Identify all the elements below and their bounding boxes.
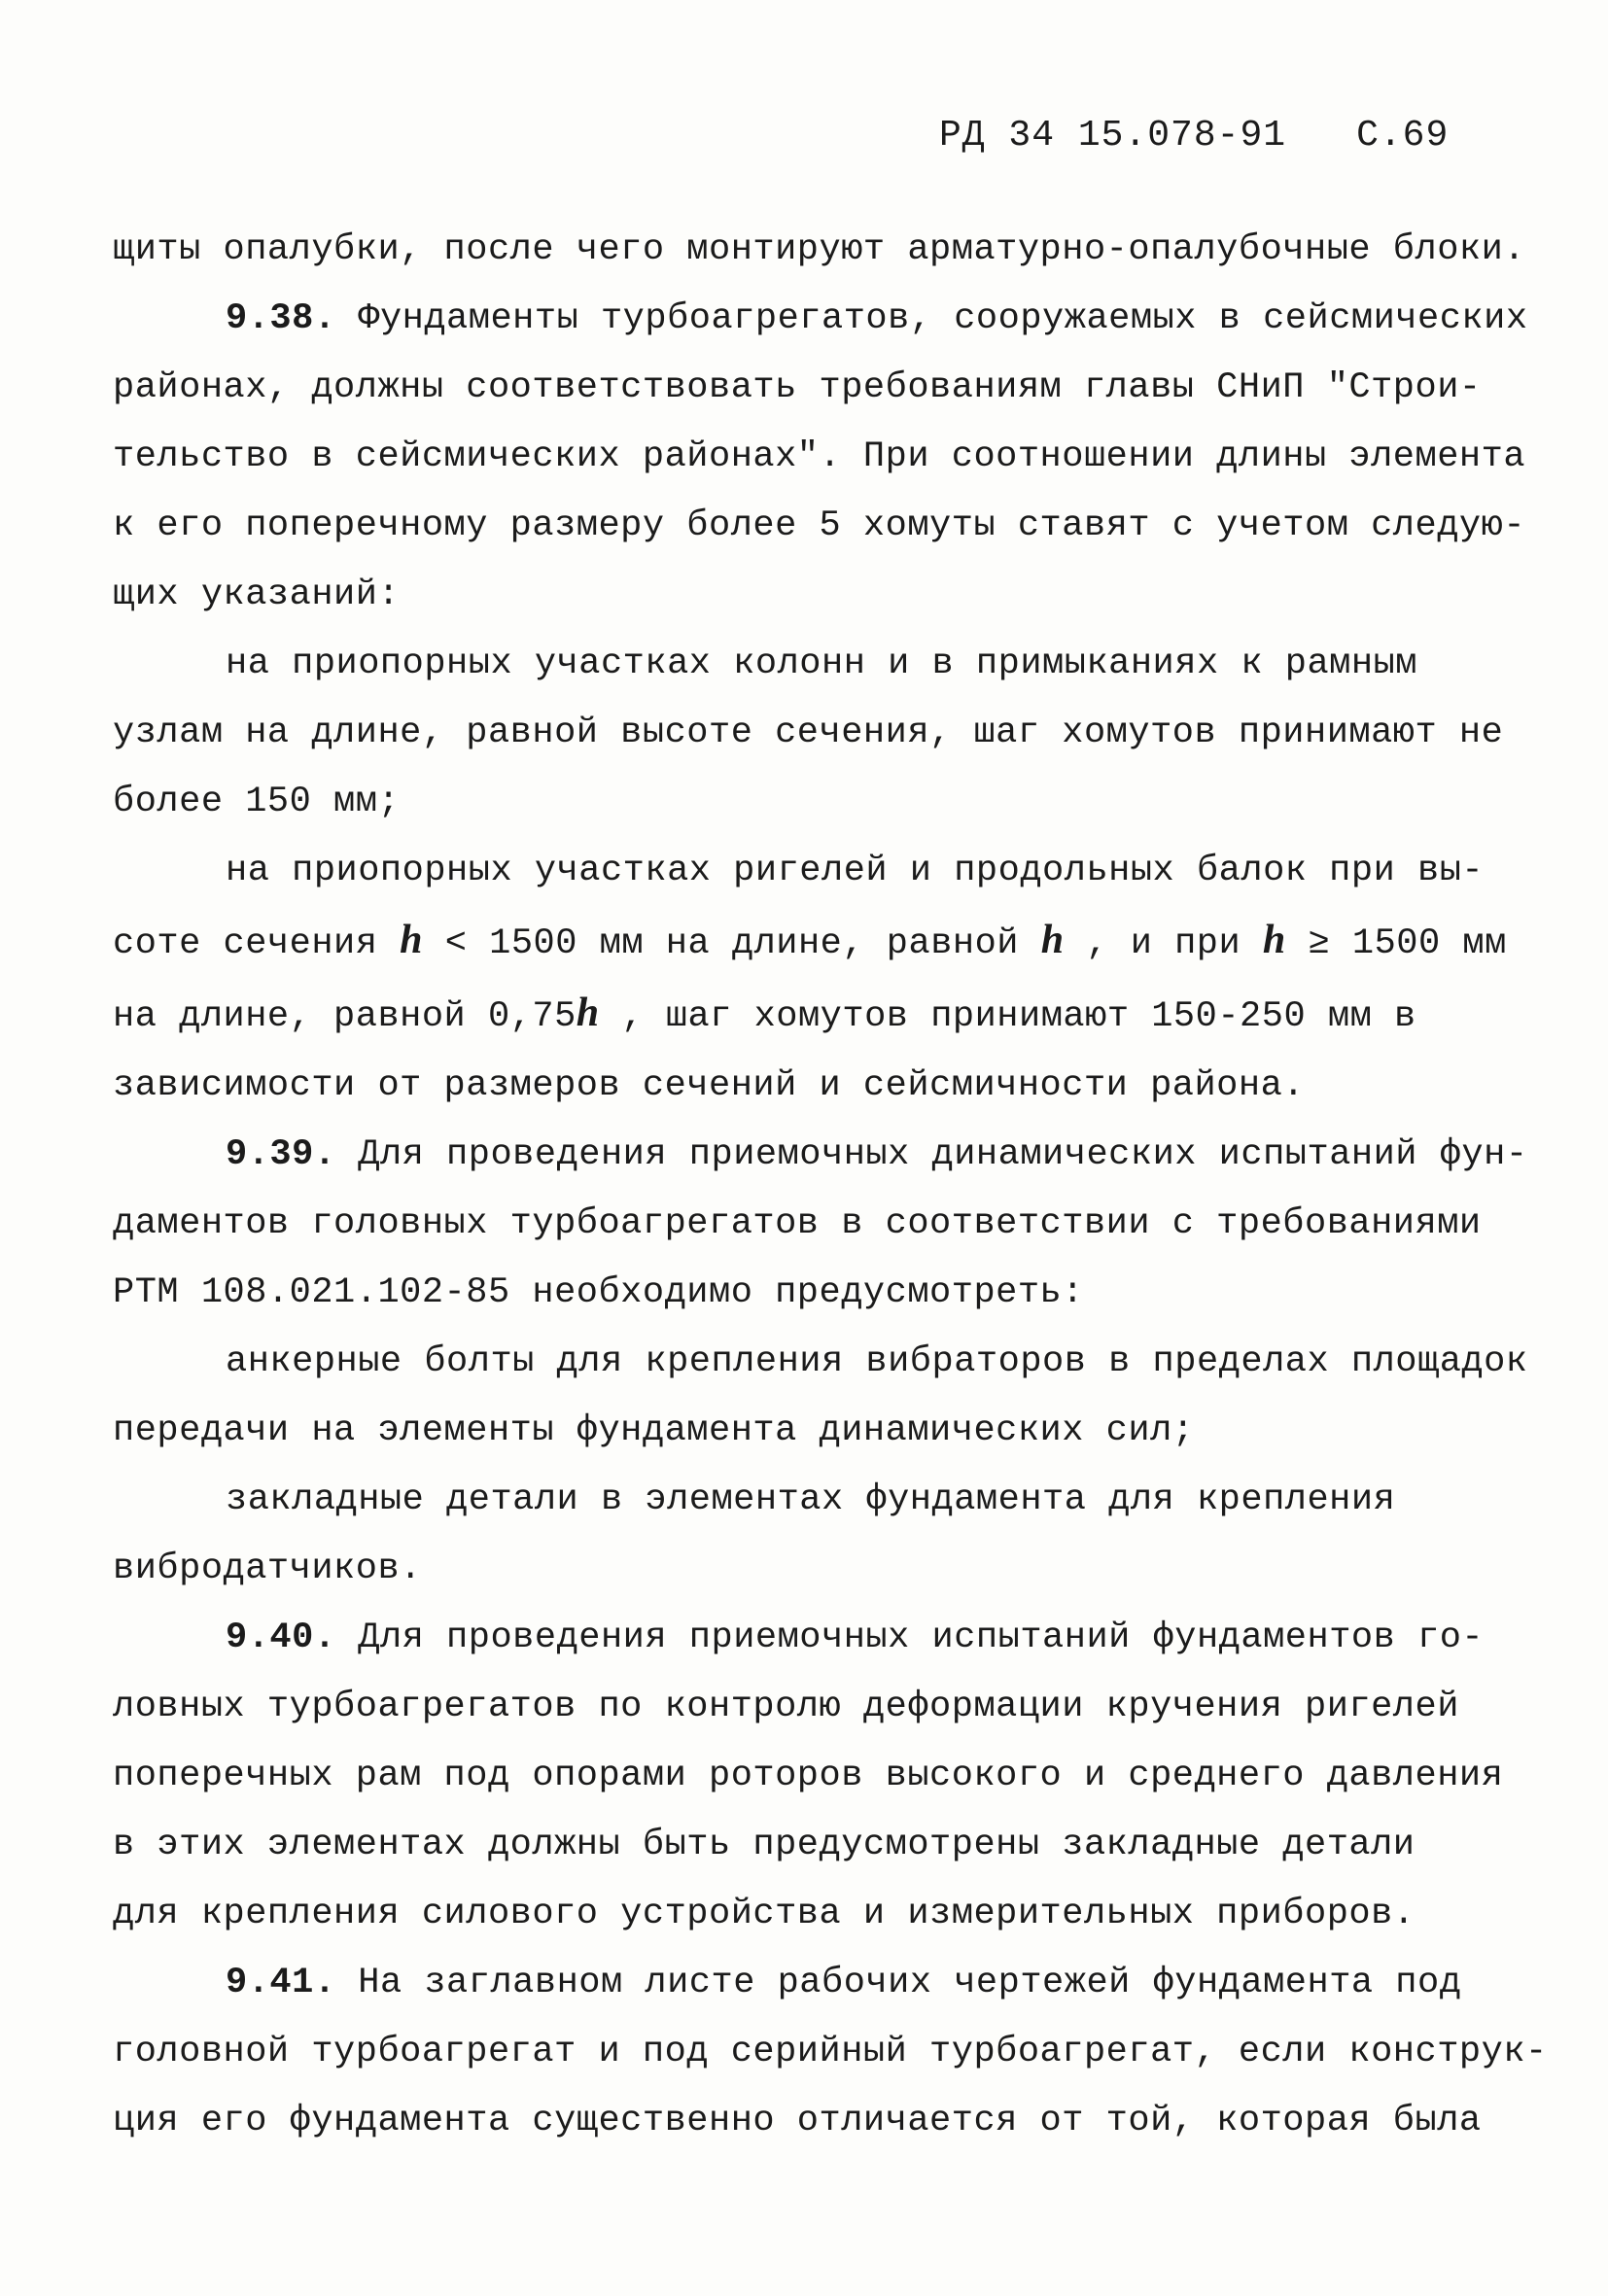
page-header	[939, 115, 1449, 157]
clause-number: 9.40.	[226, 1618, 336, 1658]
text-span: соте сечения	[113, 923, 401, 964]
text-line	[113, 1259, 1493, 1328]
text-span: < 1500 мм на длине, равной	[423, 923, 1041, 964]
text-line	[113, 1121, 1528, 1190]
text-span: , шаг хомутов принимают 150-250 мм в	[599, 996, 1416, 1037]
text-span: На заглавном листе рабочих чертежей фундамента под	[335, 1963, 1462, 2003]
text-span: ловных турбоагрегатов по контролю деформации кручения ригелей	[113, 1687, 1459, 1727]
text-line	[113, 1535, 1493, 1604]
text-span: более 150 мм;	[113, 782, 401, 822]
text-line	[113, 354, 1493, 423]
clause-number: 9.39.	[226, 1134, 336, 1175]
text-line	[113, 423, 1526, 492]
text-span: Для проведения приемочных испытаний фундаментов го-	[335, 1618, 1485, 1658]
text-line	[113, 1742, 1504, 1811]
text-span: в этих элементах должны быть предусмотрены закладные детали	[113, 1825, 1416, 1865]
page-number: С.69	[1356, 115, 1450, 157]
text-line	[113, 979, 1493, 1052]
text-line	[113, 285, 1528, 354]
text-span: узлам на длине, равной высоте сечения, шаг хомутов принимают не	[113, 713, 1504, 753]
text-span: , и при	[1064, 923, 1263, 964]
text-line	[113, 1673, 1493, 1742]
text-line	[113, 561, 1493, 630]
text-line	[113, 699, 1504, 768]
text-line	[113, 837, 1493, 906]
text-span: Фундаменты турбоагрегатов, сооружаемых в сейсмических	[335, 298, 1528, 339]
text-span: для крепления силового устройства и измерительных приборов.	[113, 1894, 1416, 1934]
text-line	[113, 906, 1507, 979]
text-line	[113, 492, 1526, 561]
formula-variable-h: h	[1040, 918, 1065, 962]
text-span: ≥ 1500 мм	[1285, 923, 1507, 964]
text-line	[113, 1190, 1493, 1259]
text-span: РТМ 108.021.102-85 необходимо предусмотреть:	[113, 1272, 1084, 1313]
text-span: даментов головных турбоагрегатов в соответствии с требованиями	[113, 1203, 1482, 1244]
formula-variable-h: h	[576, 991, 600, 1035]
text-span: тельство в сейсмических районах". При соотношении длины элемента	[113, 436, 1526, 477]
text-span: поперечных рам под опорами роторов высокого и среднего давления	[113, 1756, 1504, 1796]
clause-number: 9.41.	[226, 1963, 336, 2003]
text-line	[113, 2087, 1493, 2156]
text-line	[113, 1052, 1493, 1121]
text-span: щиты опалубки, после чего монтируют арматурно-опалубочные блоки.	[113, 229, 1526, 270]
text-line	[113, 2018, 1548, 2087]
text-span: Для проведения приемочных динамических испытаний фун-	[335, 1134, 1528, 1175]
text-span: на приопорных участках колонн и в примыканиях к рамным	[226, 644, 1417, 684]
text-span: к его поперечному размеру более 5 хомуты ставят с учетом следую-	[113, 505, 1526, 546]
formula-variable-h: h	[1262, 918, 1286, 962]
text-span: зависимости от размеров сечений и сейсмичности района.	[113, 1065, 1305, 1106]
text-span: на длине, равной 0,75	[113, 996, 577, 1037]
formula-variable-h: h	[400, 918, 424, 962]
text-span: анкерные болты для крепления вибраторов в пределах площадок	[226, 1341, 1528, 1382]
text-line	[113, 1397, 1493, 1466]
clause-number: 9.38.	[226, 298, 336, 339]
text-span: на приопорных участках ригелей и продольных балок при вы-	[226, 851, 1485, 891]
text-line	[113, 216, 1526, 285]
body-text	[113, 216, 1548, 2156]
text-span: щих указаний:	[113, 574, 401, 615]
text-span: головной турбоагрегат и под серийный турбоагрегат, если конструк-	[113, 2032, 1548, 2072]
text-line	[113, 1604, 1493, 1673]
text-span: вибродатчиков.	[113, 1548, 422, 1589]
document-code: РД 34 15.078-91	[939, 115, 1287, 157]
text-span: передачи на элементы фундамента динамических сил;	[113, 1410, 1195, 1451]
text-span: ция его фундамента существенно отличается от той, которая была	[113, 2101, 1482, 2141]
text-span: закладные детали в элементах фундамента для крепления	[226, 1479, 1396, 1520]
text-line	[113, 1466, 1493, 1535]
text-line	[113, 630, 1493, 699]
text-span: районах, должны соответствовать требованиям главы СНиП "Строи-	[113, 367, 1482, 408]
text-line	[113, 1328, 1528, 1397]
text-line	[113, 768, 1493, 837]
text-line	[113, 1949, 1493, 2018]
text-line	[113, 1811, 1493, 1880]
text-line	[113, 1880, 1493, 1949]
